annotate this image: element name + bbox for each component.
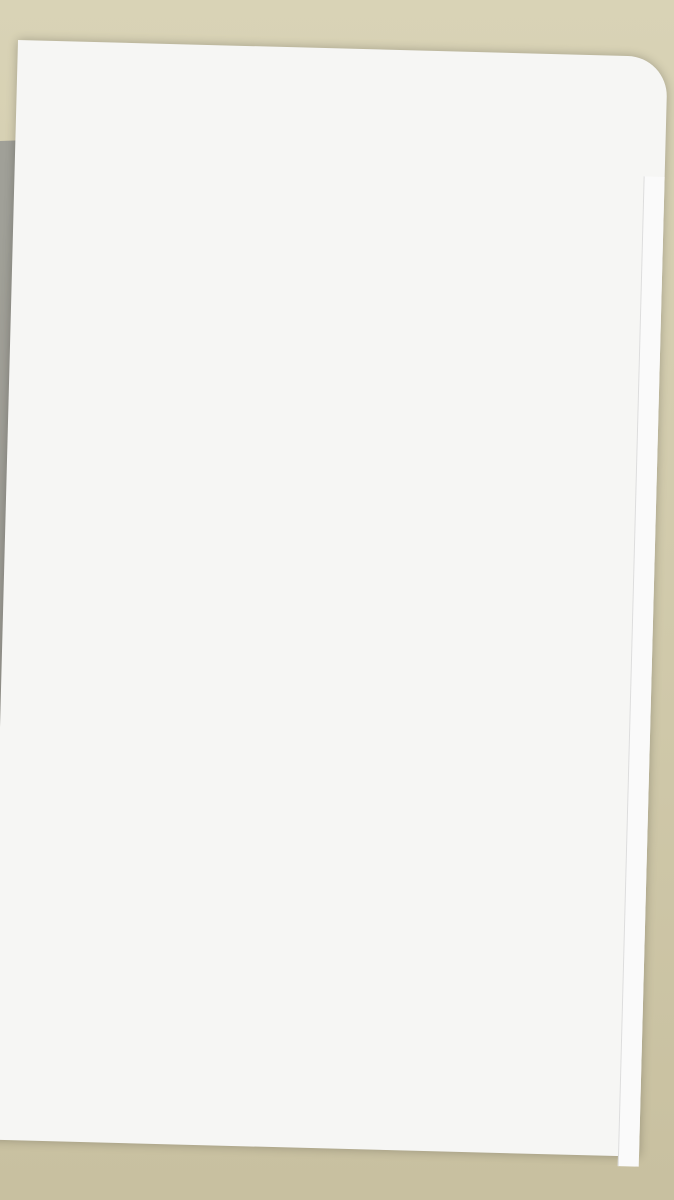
continued-entries xyxy=(355,144,624,160)
book-page xyxy=(0,40,668,1157)
page-header xyxy=(70,130,340,166)
right-chapter-list xyxy=(355,144,624,160)
page-number xyxy=(70,151,71,166)
section-label xyxy=(76,154,77,166)
next-page-edge xyxy=(618,176,665,1166)
toc-left-column xyxy=(70,130,341,176)
toc-right-column xyxy=(355,144,624,160)
